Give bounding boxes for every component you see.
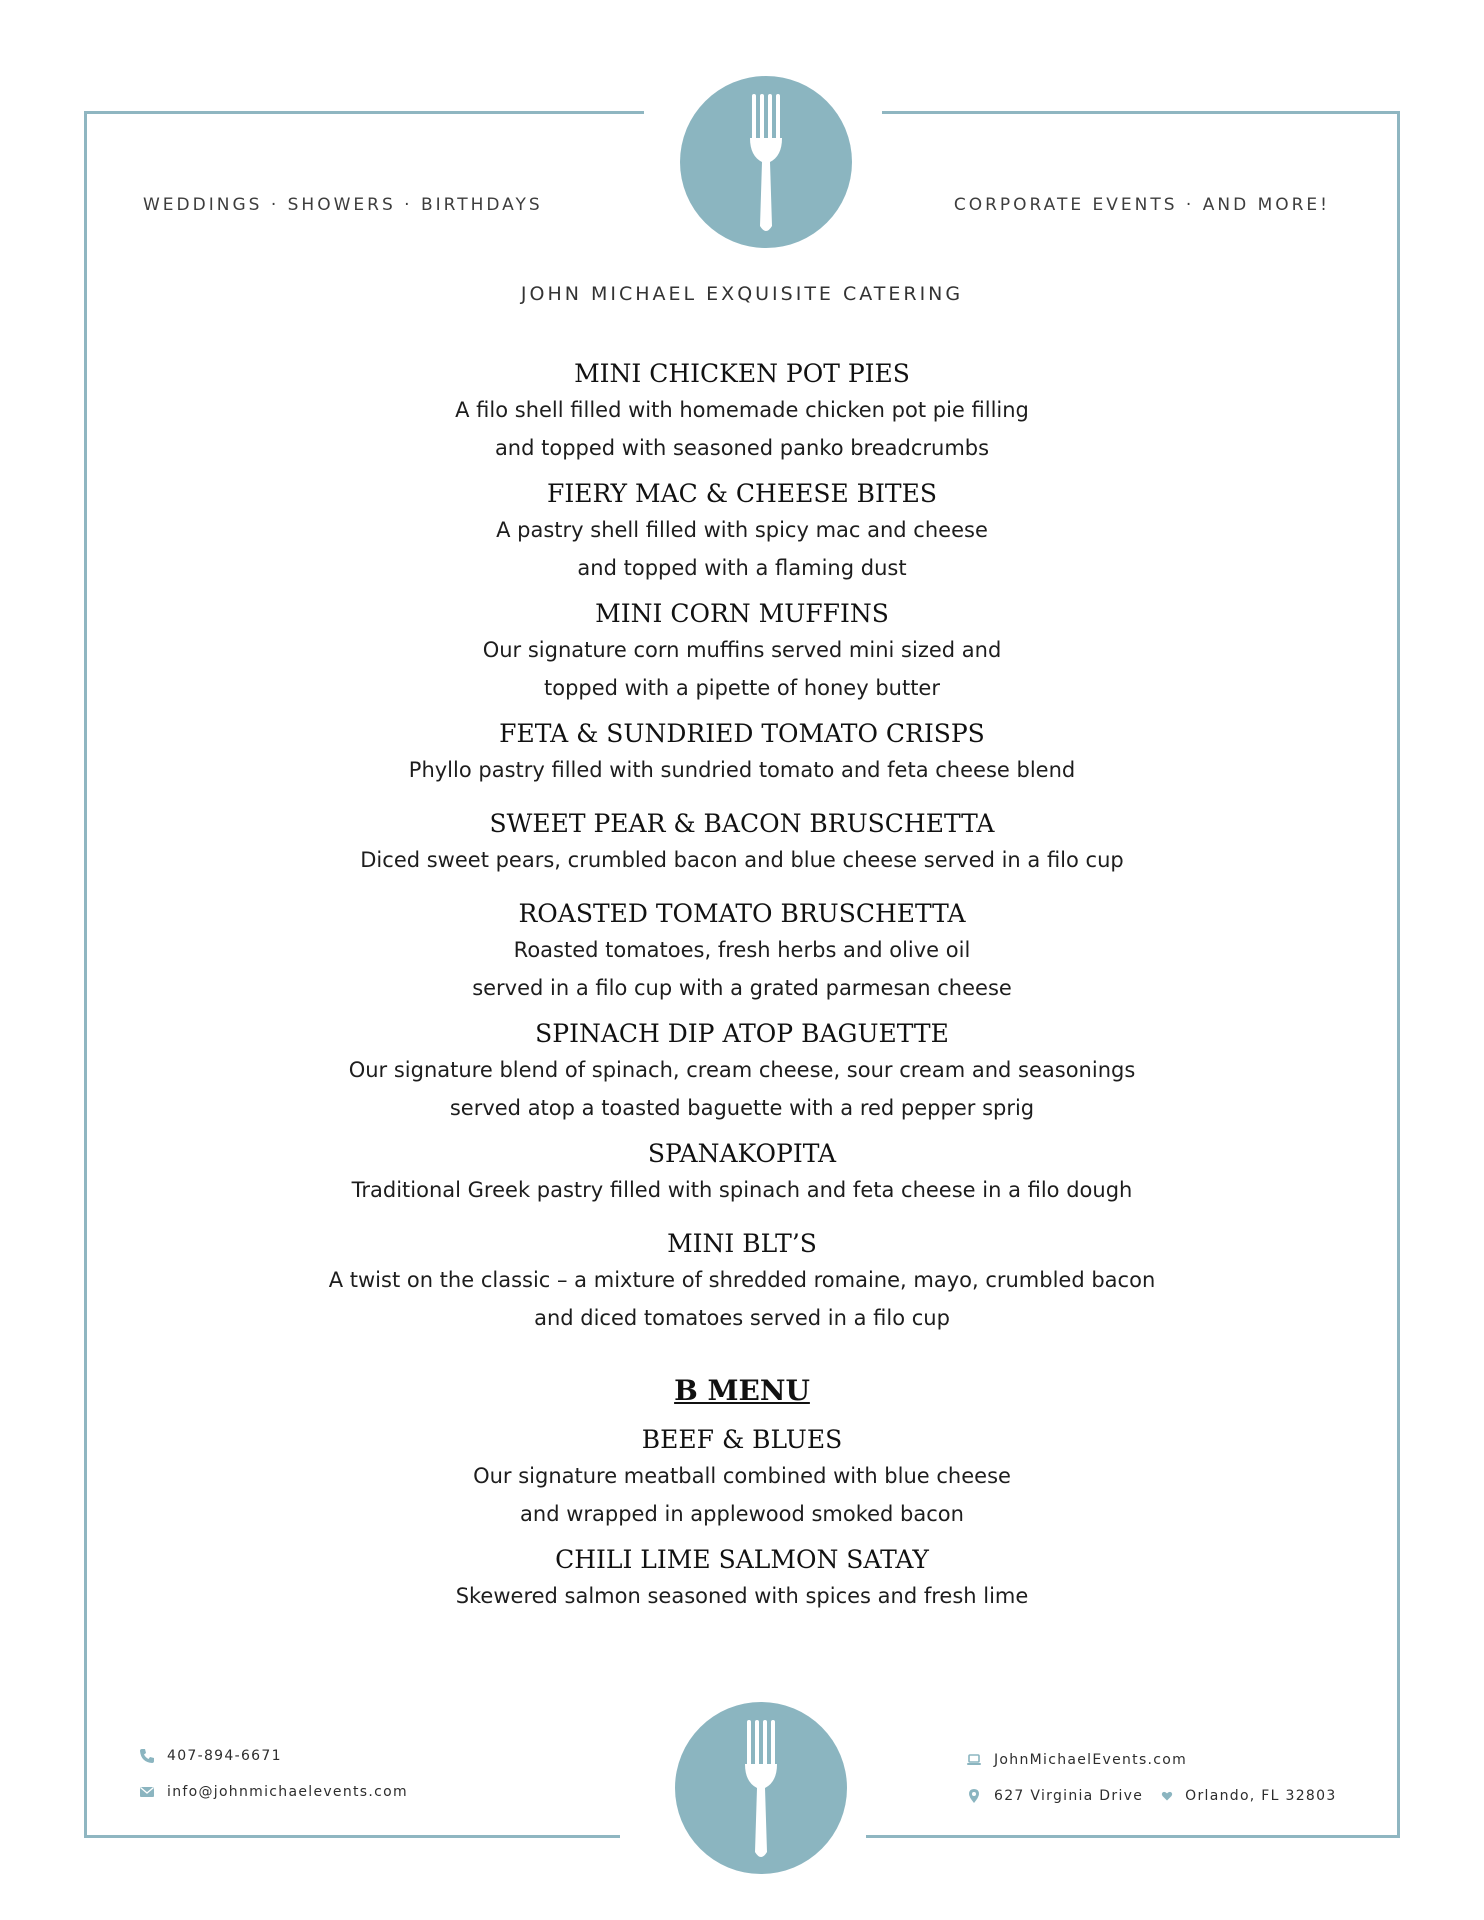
item-description: Diced sweet pears, crumbled bacon and blue cheese served in a filo cup: [360, 848, 1124, 872]
item-description: Roasted tomatoes, fresh herbs and olive oil: [513, 938, 971, 962]
contact-website: [966, 1752, 1187, 1768]
item-description: topped with a pipette of honey butter: [544, 676, 940, 700]
item-description: and diced tomatoes served in a filo cup: [534, 1306, 950, 1330]
item-name: BEEF & BLUES: [641, 1425, 843, 1454]
tagline-right: CORPORATE EVENTS · AND MORE!: [953, 195, 1330, 215]
heart-icon: [1161, 1790, 1173, 1802]
item-description: served in a filo cup with a grated parmesan cheese: [472, 976, 1012, 1000]
frame-bottom-left-line: [84, 1835, 620, 1838]
item-name: MINI CORN MUFFINS: [595, 599, 889, 628]
menu-item: [0, 807, 1484, 879]
menu-item: [0, 477, 1484, 587]
email-address: info@johnmichaelevents.com: [167, 1784, 408, 1800]
frame-top-right-line: [882, 111, 1400, 114]
item-description: and topped with seasoned panko breadcrumbs: [494, 436, 990, 460]
contact-email: [139, 1784, 408, 1800]
item-description: Our signature blend of spinach, cream cheese, sour cream and seasonings: [348, 1058, 1136, 1082]
menu-item: [0, 1423, 1484, 1533]
contact-address: [966, 1788, 1337, 1804]
item-description: Our signature corn muffins served mini sized and: [482, 638, 1002, 662]
menu-item: [0, 597, 1484, 707]
fork-icon: [675, 1702, 847, 1874]
item-name: MINI BLT’S: [667, 1229, 817, 1258]
item-name: ROASTED TOMATO BRUSCHETTA: [518, 899, 966, 928]
frame-top-left-line: [84, 111, 644, 114]
item-description: A twist on the classic – a mixture of shredded romaine, mayo, crumbled bacon: [328, 1268, 1156, 1292]
street-address: 627 Virginia Drive: [994, 1788, 1144, 1804]
item-description: Traditional Greek pastry filled with spinach and feta cheese in a filo dough: [351, 1178, 1133, 1202]
contact-phone: [139, 1748, 282, 1764]
laptop-icon: [966, 1752, 982, 1768]
email-icon: [139, 1784, 155, 1800]
item-description: Phyllo pastry filled with sundried tomato and feta cheese blend: [408, 758, 1076, 782]
item-name: SWEET PEAR & BACON BRUSCHETTA: [489, 809, 995, 838]
item-description: Skewered salmon seasoned with spices and fresh lime: [455, 1584, 1029, 1608]
menu-item: [0, 717, 1484, 789]
item-name: MINI CHICKEN POT PIES: [574, 359, 910, 388]
item-description: and topped with a flaming dust: [577, 556, 907, 580]
tagline-left: WEDDINGS · SHOWERS · BIRTHDAYS: [143, 195, 543, 215]
item-description: served atop a toasted baguette with a red pepper sprig: [449, 1096, 1035, 1120]
menu-item: [0, 357, 1484, 467]
frame-bottom-right-line: [866, 1835, 1400, 1838]
item-name: SPANAKOPITA: [647, 1139, 837, 1168]
item-name: SPINACH DIP ATOP BAGUETTE: [535, 1019, 949, 1048]
phone-number: 407-894-6671: [167, 1748, 282, 1764]
item-description: and wrapped in applewood smoked bacon: [520, 1502, 964, 1526]
fork-icon: [680, 76, 852, 248]
item-description: Our signature meatball combined with blue cheese: [473, 1464, 1011, 1488]
menu-item: [0, 897, 1484, 1007]
top-fork-logo: [680, 76, 852, 248]
menu-item: [0, 1017, 1484, 1127]
city-state-zip: Orlando, FL 32803: [1185, 1788, 1337, 1804]
item-name: FIERY MAC & CHEESE BITES: [547, 479, 937, 508]
bottom-fork-logo: [675, 1702, 847, 1874]
menu-list: [0, 357, 1484, 1625]
menu-item: [0, 1543, 1484, 1615]
company-name: JOHN MICHAEL EXQUISITE CATERING: [520, 283, 964, 305]
website: JohnMichaelEvents.com: [994, 1752, 1188, 1768]
item-description: A filo shell filled with homemade chicken pot pie filling: [455, 398, 1029, 422]
section-b-title: B MENU: [674, 1374, 810, 1407]
location-pin-icon: [966, 1788, 982, 1804]
phone-icon: [139, 1748, 155, 1764]
menu-item: [0, 1227, 1484, 1337]
item-description: A pastry shell filled with spicy mac and cheese: [496, 518, 988, 542]
item-name: FETA & SUNDRIED TOMATO CRISPS: [499, 719, 985, 748]
item-name: CHILI LIME SALMON SATAY: [555, 1545, 929, 1574]
menu-item: [0, 1137, 1484, 1209]
